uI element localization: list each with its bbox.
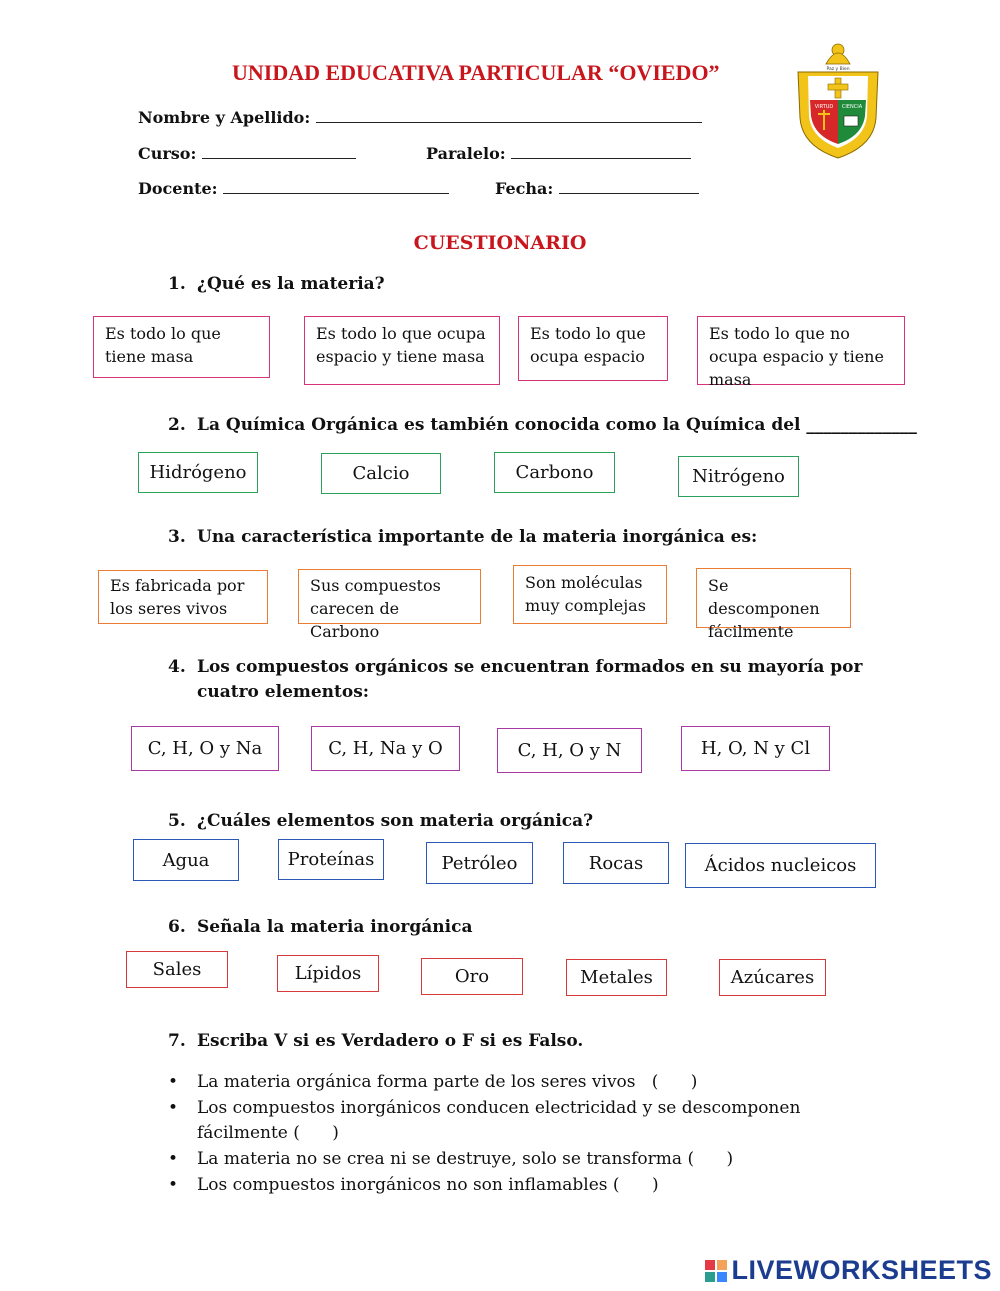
answer-blank[interactable]: ( )	[687, 1149, 734, 1169]
question-number: 4.	[168, 657, 186, 677]
question-number: 2.	[168, 415, 186, 435]
school-title: UNIDAD EDUCATIVA PARTICULAR “OVIEDO”	[232, 60, 720, 85]
q4-option-3[interactable]: C, H, O y N	[497, 728, 642, 773]
statement-1	[168, 1070, 808, 1095]
question-2	[168, 415, 917, 435]
bullet-icon: •	[168, 1072, 179, 1092]
question-number: 6.	[168, 917, 186, 937]
bullet-icon: •	[168, 1175, 179, 1195]
q4-option-4[interactable]: H, O, N y Cl	[681, 726, 830, 771]
question-text-line-2: cuatro elementos:	[197, 682, 370, 702]
true-false-list	[168, 1070, 808, 1199]
q5-option-4[interactable]: Rocas	[563, 842, 669, 884]
question-number: 1.	[168, 274, 186, 294]
q5-option-5[interactable]: Ácidos nucleicos	[685, 843, 876, 888]
q6-option-5[interactable]: Azúcares	[719, 959, 826, 996]
liveworksheets-logo-icon	[705, 1260, 727, 1282]
q6-option-3[interactable]: Oro	[421, 958, 523, 995]
answer-blank[interactable]: ( )	[293, 1123, 339, 1143]
q2-option-2[interactable]: Calcio	[321, 453, 441, 494]
question-1	[168, 274, 385, 294]
q3-option-1[interactable]: Es fabricada por los seres vivos	[98, 570, 268, 624]
crest-left-word: VIRTUD	[814, 104, 834, 110]
q6-option-1[interactable]: Sales	[126, 951, 228, 988]
q1-option-3[interactable]: Es todo lo que ocupa espacio	[518, 316, 668, 381]
school-crest-logo	[788, 38, 888, 162]
answer-blank[interactable]: ( )	[640, 1072, 698, 1092]
statement-text: La materia orgánica forma parte de los seres vivos	[197, 1072, 636, 1092]
parallel-field	[426, 144, 691, 163]
answer-blank[interactable]: ( )	[612, 1175, 659, 1195]
teacher-label: Docente:	[138, 179, 218, 198]
name-blank[interactable]	[316, 108, 702, 123]
question-text: ¿Qué es la materia?	[197, 274, 385, 294]
question-6	[168, 917, 472, 937]
question-text: Escriba V si es Verdadero o F si es Falso.	[197, 1031, 584, 1051]
parallel-label: Paralelo:	[426, 144, 506, 163]
q1-option-1[interactable]: Es todo lo que tiene masa	[93, 316, 270, 378]
question-number: 3.	[168, 527, 186, 547]
question-7	[168, 1031, 583, 1051]
bullet-icon: •	[168, 1098, 179, 1118]
date-label: Fecha:	[495, 179, 554, 198]
q6-option-2[interactable]: Lípidos	[277, 955, 379, 992]
date-blank[interactable]	[559, 179, 699, 194]
q3-option-2[interactable]: Sus compuestos carecen de Carbono	[298, 569, 481, 624]
question-number: 5.	[168, 811, 186, 831]
q3-option-3[interactable]: Son moléculas muy complejas	[513, 565, 667, 624]
question-3	[168, 527, 757, 547]
statement-text: Los compuestos inorgánicos no son inflamables	[197, 1175, 608, 1195]
name-field	[138, 108, 702, 127]
course-label: Curso:	[138, 144, 197, 163]
q5-option-3[interactable]: Petróleo	[426, 842, 533, 884]
q3-option-4[interactable]: Se descomponen fácilmente	[696, 568, 851, 628]
statement-text-continued: fácilmente	[197, 1123, 288, 1143]
q1-option-2[interactable]: Es todo lo que ocupa espacio y tiene masa	[304, 316, 500, 385]
q5-option-2[interactable]: Proteínas	[278, 839, 384, 880]
statement-text: La materia no se crea ni se destruye, solo se transforma	[197, 1149, 683, 1169]
question-text: Señala la materia inorgánica	[197, 917, 473, 937]
question-5	[168, 811, 593, 831]
q5-option-1[interactable]: Agua	[133, 839, 239, 881]
statement-3	[168, 1147, 808, 1172]
crest-motto: Paz y Bien	[826, 67, 850, 72]
statement-4	[168, 1173, 808, 1198]
teacher-blank[interactable]	[223, 179, 449, 194]
section-title: CUESTIONARIO	[413, 232, 587, 254]
question-text: La Química Orgánica es también conocida como la Química del _____________	[197, 415, 917, 435]
q4-option-2[interactable]: C, H, Na y O	[311, 726, 460, 771]
bullet-icon: •	[168, 1149, 179, 1169]
q6-option-4[interactable]: Metales	[566, 959, 667, 996]
statement-text: Los compuestos inorgánicos conducen electricidad y se descomponen	[197, 1098, 801, 1118]
parallel-blank[interactable]	[511, 144, 691, 159]
liveworksheets-brand	[705, 1255, 992, 1286]
q2-option-3[interactable]: Carbono	[494, 452, 615, 493]
q2-option-4[interactable]: Nitrógeno	[678, 456, 799, 497]
date-field	[495, 179, 699, 198]
q1-option-4[interactable]: Es todo lo que no ocupa espacio y tiene masa	[697, 316, 905, 385]
question-text-line-1: Los compuestos orgánicos se encuentran formados en su mayoría por	[197, 657, 863, 677]
teacher-field	[138, 179, 449, 198]
course-field	[138, 144, 356, 163]
question-number: 7.	[168, 1031, 186, 1051]
question-text: ¿Cuáles elementos son materia orgánica?	[197, 811, 594, 831]
brand-name: LIVEWORKSHEETS	[731, 1255, 992, 1285]
question-text: Una característica importante de la materia inorgánica es:	[197, 527, 758, 547]
crest-right-word: CIENCIA	[841, 104, 863, 110]
course-blank[interactable]	[202, 144, 356, 159]
q4-option-1[interactable]: C, H, O y Na	[131, 726, 279, 771]
question-4	[168, 655, 862, 705]
statement-2	[168, 1096, 808, 1146]
q2-option-1[interactable]: Hidrógeno	[138, 452, 258, 493]
name-label: Nombre y Apellido:	[138, 108, 311, 127]
